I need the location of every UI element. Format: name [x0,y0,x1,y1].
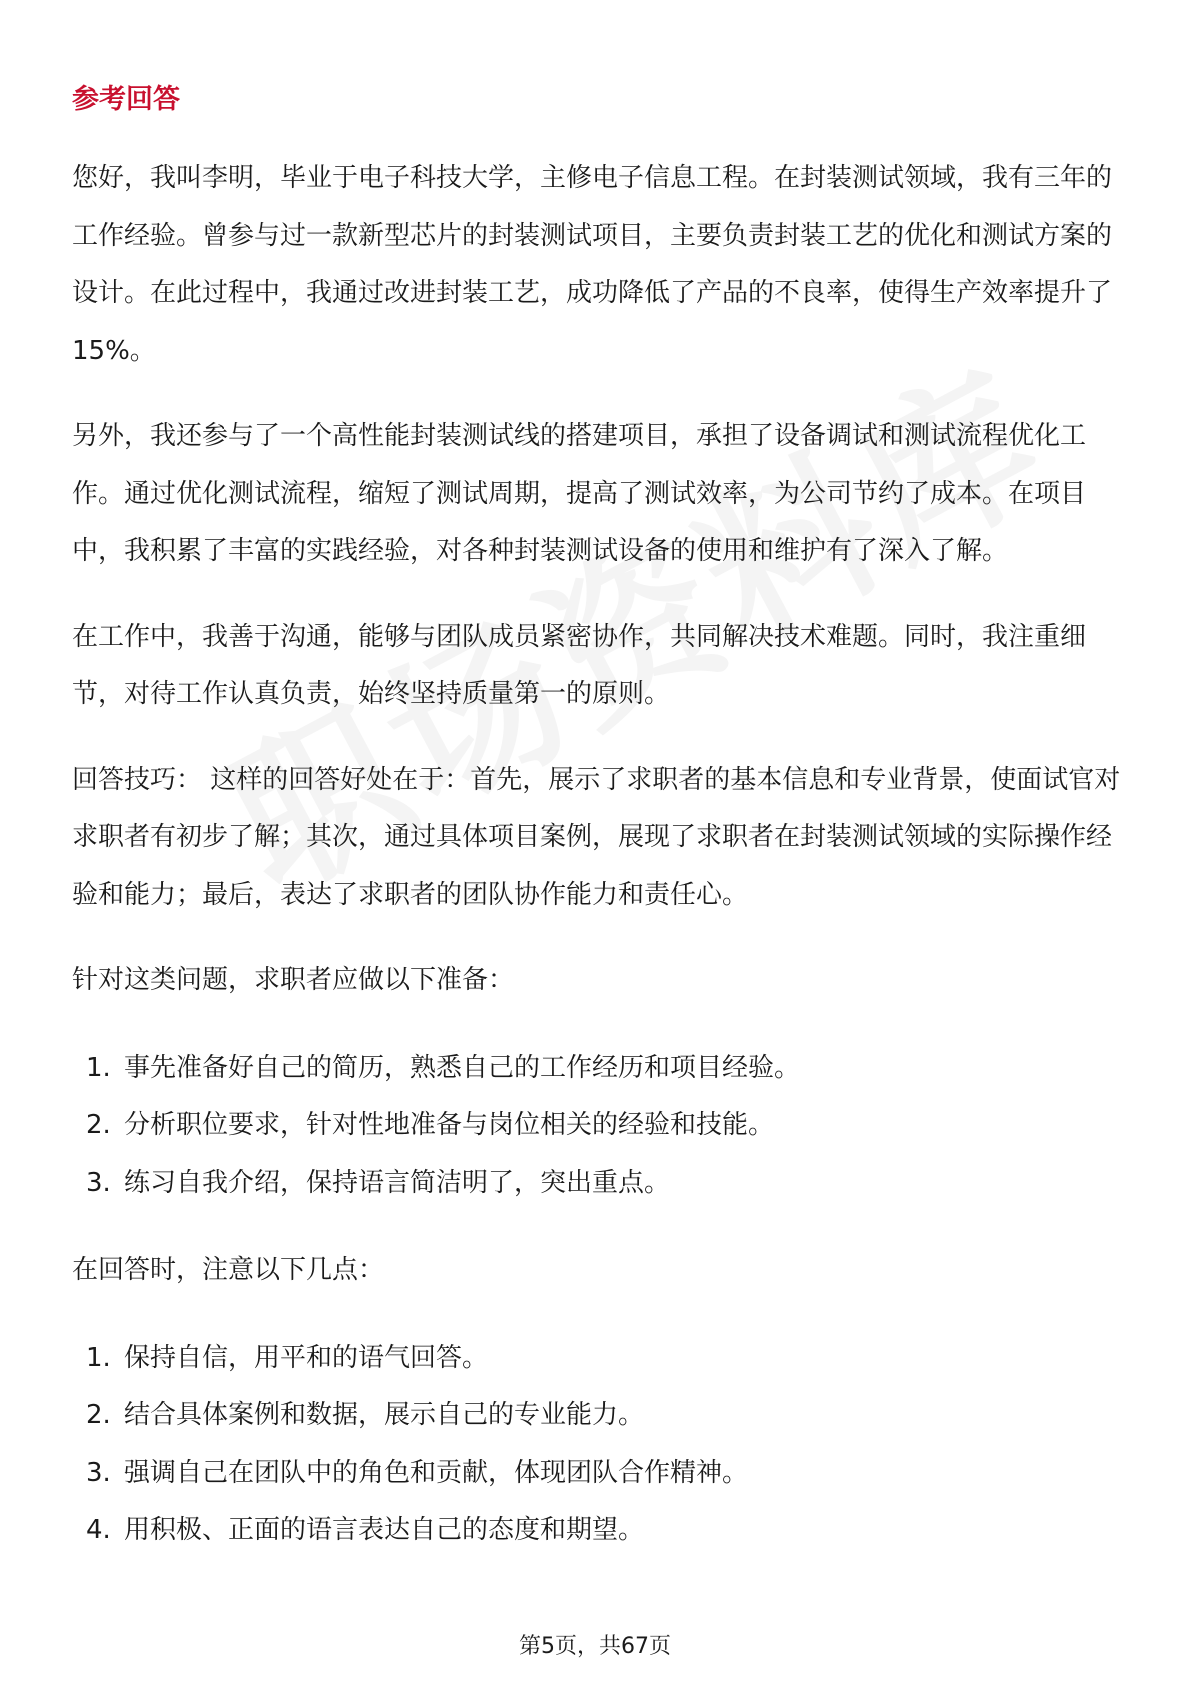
prep-intro: 针对这类问题，求职者应做以下准备： [72,965,515,995]
notes-intro: 在回答时，注意以下几点： [72,1255,385,1285]
paragraph-teamwork: 在工作中，我善于沟通，能够与团队成员紧密协作，共同解决技术难题。同时，我注重细节，对待工作认真负责，始终坚持质量第一的原则。 [72,621,1087,709]
list-number: 1. [86,1052,111,1083]
list-item [72,1155,1122,1213]
list-item [72,1387,1122,1445]
list-text: 分析职位要求，针对性地准备与岗位相关的经验和技能。 [124,1110,775,1140]
list-item [72,1445,1122,1503]
list-number: 2. [86,1400,111,1430]
prep-list [72,1040,1122,1213]
page-number: 第5页，共67页 [519,1634,671,1659]
list-text: 强调自己在团队中的角色和贡献，体现团队合作精神。 [124,1457,749,1488]
list-text: 用积极、正面的语言表达自己的态度和期望。 [124,1515,645,1545]
document-body [72,80,1122,1590]
list-number: 4. [86,1515,111,1545]
list-text: 保持自信，用平和的语气回答。 [124,1342,489,1373]
list-number: 3. [86,1457,111,1488]
section-heading: 参考回答 [72,84,180,115]
paragraph-intro: 您好，我叫李明，毕业于电子科技大学，主修电子信息工程。在封装测试领域，我有三年的工作经验。曾参与过一款新型芯片的封装测试项目，主要负责封装工艺的优化和测试方案的设计。在此过程中，我通过改进封装工艺，成功降低了产品的不良率，使得生产效率提升了15%。 [72,163,1113,366]
list-item [72,1330,1122,1388]
list-text: 结合具体案例和数据，展示自己的专业能力。 [124,1400,645,1430]
list-item [72,1097,1122,1155]
paragraph-project: 另外，我还参与了一个高性能封装测试线的搭建项目，承担了设备调试和测试流程优化工作。通过优化测试流程，缩短了测试周期，提高了测试效率，为公司节约了成本。在项目中，我积累了丰富的实践经验，对各种封装测试设备的使用和维护有了深入了解。 [72,421,1087,566]
notes-list [72,1330,1122,1560]
list-number: 1. [86,1342,111,1373]
list-number: 2. [86,1110,111,1140]
paragraph-tips: 回答技巧： 这样的回答好处在于：首先，展示了求职者的基本信息和专业背景，使面试官对求职者有初步了解；其次，通过具体项目案例，展现了求职者在封装测试领域的实际操作经验和能力；最后，表达了求职者的团队协作能力和责任心。 [72,764,1121,910]
list-item [72,1502,1122,1560]
list-item [72,1040,1122,1098]
list-text: 事先准备好自己的简历，熟悉自己的工作经历和项目经验。 [124,1052,801,1083]
list-number: 3. [86,1167,111,1198]
list-text: 练习自我介绍，保持语言简洁明了，突出重点。 [124,1167,671,1198]
